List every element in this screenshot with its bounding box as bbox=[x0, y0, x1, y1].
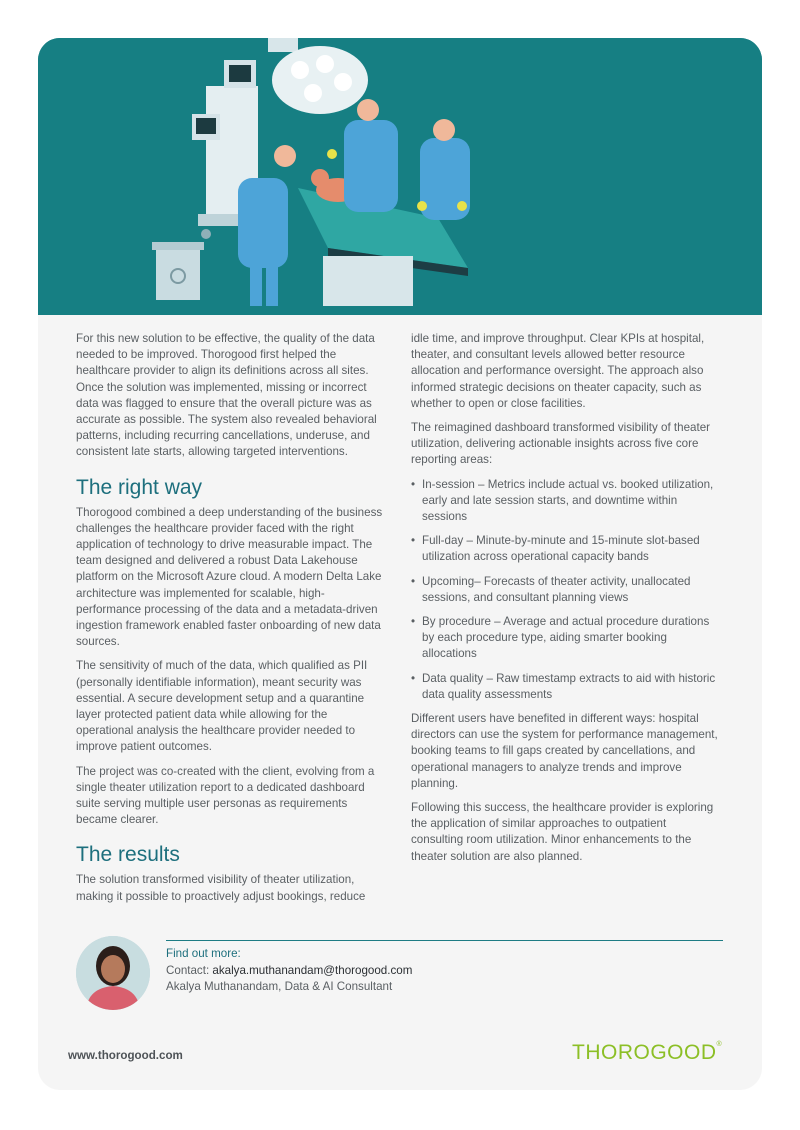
list-item: • Upcoming– Forecasts of theater activity, unallocated sessions, and consultant planning views bbox=[411, 574, 691, 604]
bullet-icon: • bbox=[411, 615, 416, 629]
contact-block bbox=[166, 946, 412, 996]
registered-mark: ® bbox=[716, 1041, 723, 1048]
website-link[interactable]: www.thorogood.com bbox=[68, 1049, 183, 1062]
list-item: • Data quality – Raw timestamp extracts to aid with historic data quality assessments bbox=[411, 671, 716, 701]
find-out-more-label: Find out more: bbox=[166, 947, 241, 960]
results-paragraph-1: The solution transformed visibility of theater utilization, making it possible to proactively adjust bookings, reduce bbox=[76, 873, 366, 903]
right-paragraph-4: Following this success, the healthcare provider is exploring the application of similar approaches to outpatient consulting room utilization. Minor enhancements to the theater solution are also planned. bbox=[411, 801, 714, 863]
right-way-paragraph-3: The project was co-created with the client, evolving from a single theater utilization report to a dedicated dashboard suite serving multiple user personas as requirements became clearer. bbox=[76, 764, 375, 827]
right-paragraph-3: Different users have benefited in different ways: hospital directors can use the system for performance management, booking teams to fill gaps created by cancellations, and operational managers to analyze trends and improve planning. bbox=[411, 712, 718, 790]
page-card bbox=[38, 38, 762, 1090]
logo-text: THOROGOOD bbox=[572, 1041, 717, 1064]
contact-divider bbox=[166, 940, 723, 941]
reporting-areas-list bbox=[411, 477, 721, 703]
operating-room-illustration bbox=[38, 38, 762, 315]
contact-name-role: Akalya Muthanandam, Data & AI Consultant bbox=[166, 980, 393, 993]
contact-label: Contact: bbox=[166, 963, 213, 977]
intro-paragraph: For this new solution to be effective, the quality of the data needed to be improved. Thorogood first helped the healthcare provider to align its definitions across all sites. Once the solution was implemented, missing or incorrect data was flagged to ensure that the overall picture was as accurate as possible. The system also revealed behavioral patterns, including recurring cancellations, underuse, and consistent late starts, allowing targeted interventions. bbox=[76, 332, 377, 459]
heading-right-way: The right way bbox=[76, 475, 203, 499]
avatar bbox=[76, 936, 150, 1010]
bullet-icon: • bbox=[411, 534, 416, 548]
right-way-paragraph-2: The sensitivity of much of the data, which qualified as PII (personally identifiable information), meant security was essential. A secure development setup and a quarantine layer protected patient data while allowing for the operational analysis the healthcare provider needed to improve patient outcomes. bbox=[76, 659, 368, 754]
list-item: • Full-day – Minute-by-minute and 15-minute slot-based utilization across operational capacity bands bbox=[411, 534, 700, 564]
contact-line bbox=[166, 963, 412, 980]
heading-results: The results bbox=[76, 843, 180, 867]
left-column bbox=[76, 331, 386, 913]
bullet-icon: • bbox=[411, 671, 416, 685]
right-paragraph-2: The reimagined dashboard transformed visibility of theater utilization, delivering actionable insights across five core reporting areas: bbox=[411, 421, 711, 467]
right-column bbox=[411, 331, 721, 873]
person-photo-icon bbox=[76, 936, 150, 1010]
contact-email-link[interactable]: akalya.muthanandam@thorogood.com bbox=[212, 963, 413, 977]
hero-illustration bbox=[38, 38, 762, 315]
right-paragraph-1: idle time, and improve throughput. Clear KPIs at hospital, theater, and consultant levels allowed better resource allocation and performance oversight. The approach also informed strategic decisions on theater capacity, such as whether to open or close facilities. bbox=[411, 332, 705, 410]
bullet-icon: • bbox=[411, 477, 416, 491]
list-item: • By procedure – Average and actual procedure durations by each procedure type, aiding smarter booking allocations bbox=[411, 615, 710, 661]
list-item: • In-session – Metrics include actual vs. booked utilization, early and late session starts, and downtime within sessions bbox=[411, 477, 714, 524]
company-logo bbox=[572, 1041, 722, 1065]
biohazard-bin-icon bbox=[152, 242, 204, 300]
bullet-icon: • bbox=[411, 574, 416, 588]
right-way-paragraph-1: Thorogood combined a deep understanding of the business challenges the healthcare provider faced with the right application of technology to drive measurable impact. The team designed and delivered a robust Data Lakehouse platform on the Microsoft Azure cloud. A modern Delta Lake architecture was implemented for scalable, high-performance processing of the data and a metadata-driven ingestion framework enabled faster onboarding of new data sources. bbox=[76, 505, 383, 649]
